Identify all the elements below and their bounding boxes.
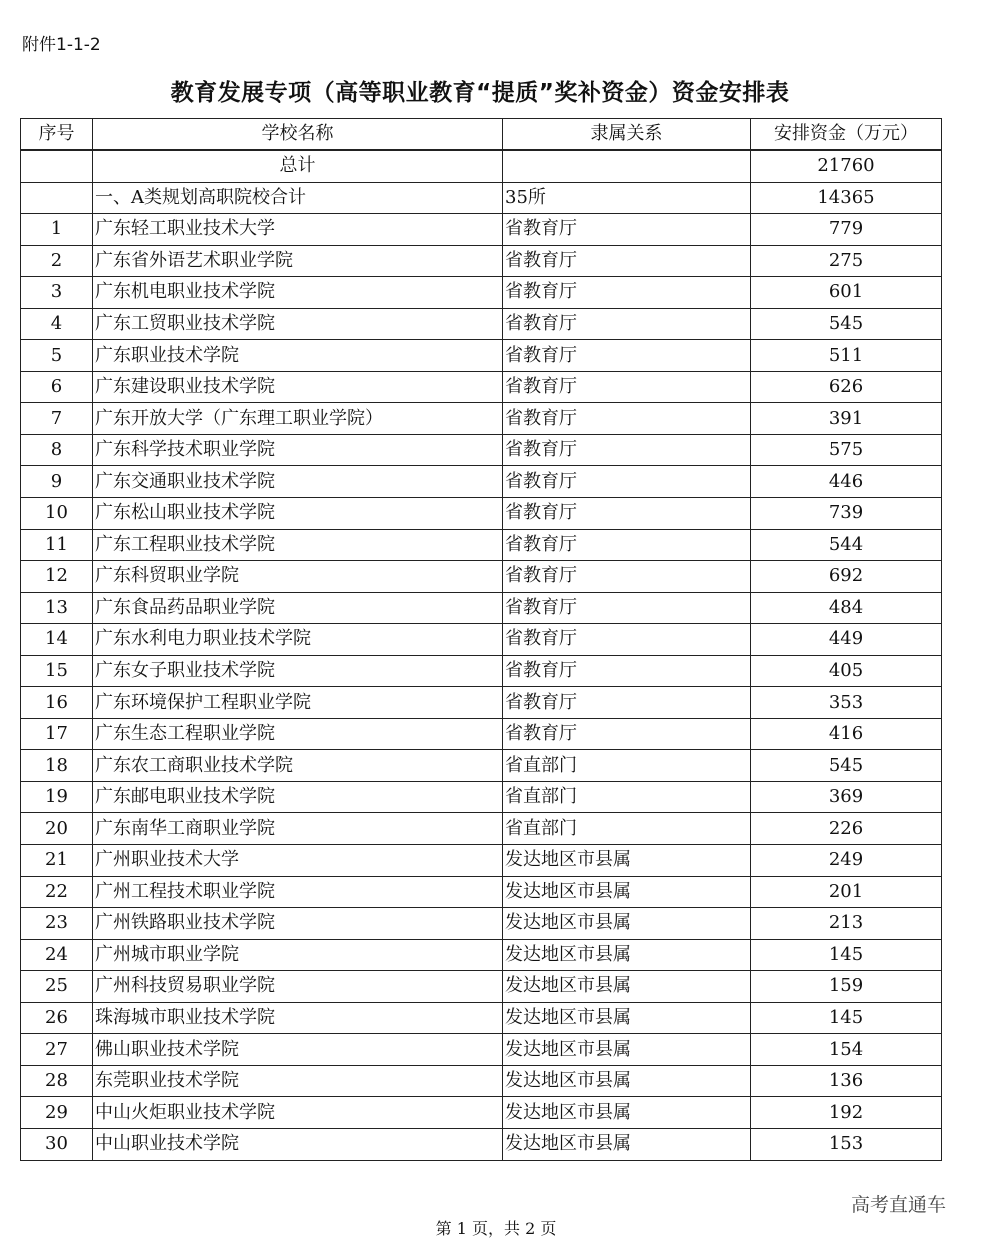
row-school-name: 广东松山职业技术学院 (93, 498, 503, 530)
row-amount: 145 (751, 1002, 942, 1034)
table-row (21, 1002, 942, 1034)
row-relation: 省教育厅 (503, 718, 751, 750)
row-amount: 545 (751, 750, 942, 782)
row-relation: 省教育厅 (503, 592, 751, 624)
table-row (21, 1097, 942, 1129)
row-index: 28 (21, 1065, 93, 1097)
table-row (21, 214, 942, 246)
table-row (21, 1128, 942, 1160)
row-school-name: 广东生态工程职业学院 (93, 718, 503, 750)
row-index: 13 (21, 592, 93, 624)
row-amount: 575 (751, 434, 942, 466)
row-relation: 发达地区市县属 (503, 1034, 751, 1066)
row-school-name: 中山职业技术学院 (93, 1128, 503, 1160)
row-relation: 发达地区市县属 (503, 971, 751, 1003)
row-school-name: 广东省外语艺术职业学院 (93, 245, 503, 277)
row-index: 30 (21, 1128, 93, 1160)
row-relation: 省教育厅 (503, 371, 751, 403)
table-row (21, 466, 942, 498)
table-row (21, 687, 942, 719)
row-school-name: 佛山职业技术学院 (93, 1034, 503, 1066)
row-relation: 省教育厅 (503, 434, 751, 466)
header-index: 序号 (21, 119, 93, 151)
row-amount: 275 (751, 245, 942, 277)
row-index: 4 (21, 308, 93, 340)
header-amount: 安排资金（万元） (751, 119, 942, 151)
table-row (21, 498, 942, 530)
table-row (21, 813, 942, 845)
row-school-name: 广东食品药品职业学院 (93, 592, 503, 624)
table-row (21, 245, 942, 277)
row-amount: 369 (751, 781, 942, 813)
row-school-name: 广州城市职业学院 (93, 939, 503, 971)
row-index: 23 (21, 908, 93, 940)
total-relation (503, 150, 751, 182)
row-amount: 544 (751, 529, 942, 561)
row-relation: 省教育厅 (503, 340, 751, 372)
row-amount: 145 (751, 939, 942, 971)
row-school-name: 广东开放大学（广东理工职业学院） (93, 403, 503, 435)
table-row (21, 845, 942, 877)
row-school-name: 广东交通职业技术学院 (93, 466, 503, 498)
funding-table (20, 118, 942, 1161)
table-row (21, 592, 942, 624)
row-relation: 发达地区市县属 (503, 1002, 751, 1034)
row-index: 6 (21, 371, 93, 403)
row-index: 17 (21, 718, 93, 750)
row-school-name: 广东工程职业技术学院 (93, 529, 503, 561)
row-amount: 249 (751, 845, 942, 877)
row-relation: 省教育厅 (503, 655, 751, 687)
row-index: 29 (21, 1097, 93, 1129)
row-amount: 692 (751, 561, 942, 593)
row-index: 2 (21, 245, 93, 277)
row-amount: 779 (751, 214, 942, 246)
row-school-name: 广东南华工商职业学院 (93, 813, 503, 845)
row-school-name: 广东职业技术学院 (93, 340, 503, 372)
subtotal-relation: 35所 (503, 182, 751, 214)
row-amount: 153 (751, 1128, 942, 1160)
page-footer: 第 1 页，共 2 页 (435, 1219, 557, 1238)
table-row (21, 340, 942, 372)
row-amount: 511 (751, 340, 942, 372)
row-amount: 446 (751, 466, 942, 498)
row-relation: 省直部门 (503, 813, 751, 845)
row-amount: 159 (751, 971, 942, 1003)
table-row (21, 718, 942, 750)
row-index: 7 (21, 403, 93, 435)
row-index: 18 (21, 750, 93, 782)
row-index: 12 (21, 561, 93, 593)
row-index: 26 (21, 1002, 93, 1034)
table-header-row (21, 119, 942, 151)
row-school-name: 广东科贸职业学院 (93, 561, 503, 593)
subtotal-label: 一、A类规划高职院校合计 (93, 182, 503, 214)
subtotal-amount: 14365 (751, 182, 942, 214)
row-amount: 416 (751, 718, 942, 750)
row-index: 27 (21, 1034, 93, 1066)
row-relation: 发达地区市县属 (503, 1128, 751, 1160)
row-school-name: 广东邮电职业技术学院 (93, 781, 503, 813)
row-amount: 391 (751, 403, 942, 435)
row-school-name: 东莞职业技术学院 (93, 1065, 503, 1097)
row-relation: 发达地区市县属 (503, 1097, 751, 1129)
row-school-name: 广东科学技术职业学院 (93, 434, 503, 466)
row-amount: 405 (751, 655, 942, 687)
row-school-name: 广东女子职业技术学院 (93, 655, 503, 687)
row-amount: 136 (751, 1065, 942, 1097)
table-row (21, 1034, 942, 1066)
row-relation: 省教育厅 (503, 624, 751, 656)
row-amount: 449 (751, 624, 942, 656)
row-amount: 739 (751, 498, 942, 530)
row-index: 20 (21, 813, 93, 845)
row-index: 22 (21, 876, 93, 908)
table-row (21, 655, 942, 687)
row-school-name: 广东水利电力职业技术学院 (93, 624, 503, 656)
row-index: 15 (21, 655, 93, 687)
total-row (21, 150, 942, 182)
table-row (21, 561, 942, 593)
row-relation: 发达地区市县属 (503, 1065, 751, 1097)
row-index: 5 (21, 340, 93, 372)
subtotal-index (21, 182, 93, 214)
row-index: 10 (21, 498, 93, 530)
total-label: 总计 (93, 150, 503, 182)
table-row (21, 308, 942, 340)
row-relation: 省教育厅 (503, 277, 751, 309)
row-school-name: 珠海城市职业技术学院 (93, 1002, 503, 1034)
row-amount: 192 (751, 1097, 942, 1129)
row-amount: 154 (751, 1034, 942, 1066)
row-index: 3 (21, 277, 93, 309)
row-school-name: 广州铁路职业技术学院 (93, 908, 503, 940)
row-amount: 353 (751, 687, 942, 719)
total-index (21, 150, 93, 182)
table-row (21, 434, 942, 466)
row-school-name: 广东环境保护工程职业学院 (93, 687, 503, 719)
table-row (21, 529, 942, 561)
row-amount: 226 (751, 813, 942, 845)
row-index: 11 (21, 529, 93, 561)
row-index: 16 (21, 687, 93, 719)
row-school-name: 广东轻工职业技术大学 (93, 214, 503, 246)
row-index: 8 (21, 434, 93, 466)
total-amount: 21760 (751, 150, 942, 182)
row-relation: 省教育厅 (503, 498, 751, 530)
table-row (21, 371, 942, 403)
row-index: 21 (21, 845, 93, 877)
page-title: 教育发展专项（高等职业教育“提质”奖补资金）资金安排表 (170, 80, 790, 106)
row-index: 19 (21, 781, 93, 813)
row-index: 14 (21, 624, 93, 656)
table-row (21, 403, 942, 435)
table-row (21, 781, 942, 813)
table-row (21, 939, 942, 971)
table-row (21, 1065, 942, 1097)
row-relation: 发达地区市县属 (503, 876, 751, 908)
row-amount: 201 (751, 876, 942, 908)
row-index: 25 (21, 971, 93, 1003)
row-school-name: 中山火炬职业技术学院 (93, 1097, 503, 1129)
row-relation: 发达地区市县属 (503, 908, 751, 940)
row-school-name: 广州科技贸易职业学院 (93, 971, 503, 1003)
attachment-label: 附件1-1-2 (22, 35, 101, 55)
subtotal-row (21, 182, 942, 214)
row-amount: 213 (751, 908, 942, 940)
row-school-name: 广州职业技术大学 (93, 845, 503, 877)
row-school-name: 广东农工商职业技术学院 (93, 750, 503, 782)
row-school-name: 广东工贸职业技术学院 (93, 308, 503, 340)
row-relation: 省直部门 (503, 750, 751, 782)
row-amount: 626 (751, 371, 942, 403)
row-index: 24 (21, 939, 93, 971)
row-school-name: 广东建设职业技术学院 (93, 371, 503, 403)
row-relation: 省教育厅 (503, 687, 751, 719)
row-amount: 601 (751, 277, 942, 309)
row-index: 1 (21, 214, 93, 246)
table-row (21, 277, 942, 309)
row-relation: 省教育厅 (503, 214, 751, 246)
table-row (21, 624, 942, 656)
row-amount: 545 (751, 308, 942, 340)
row-relation: 省教育厅 (503, 245, 751, 277)
row-relation: 省教育厅 (503, 403, 751, 435)
table-row (21, 971, 942, 1003)
row-relation: 省教育厅 (503, 308, 751, 340)
row-relation: 发达地区市县属 (503, 845, 751, 877)
row-relation: 发达地区市县属 (503, 939, 751, 971)
table-row (21, 750, 942, 782)
row-relation: 省教育厅 (503, 529, 751, 561)
row-relation: 省教育厅 (503, 466, 751, 498)
row-index: 9 (21, 466, 93, 498)
row-relation: 省直部门 (503, 781, 751, 813)
table-row (21, 876, 942, 908)
row-school-name: 广州工程技术职业学院 (93, 876, 503, 908)
header-relation: 隶属关系 (503, 119, 751, 151)
row-amount: 484 (751, 592, 942, 624)
row-school-name: 广东机电职业技术学院 (93, 277, 503, 309)
table-row (21, 908, 942, 940)
watermark-text: 高考直通车 (851, 1194, 947, 1216)
header-school-name: 学校名称 (93, 119, 503, 151)
row-relation: 省教育厅 (503, 561, 751, 593)
